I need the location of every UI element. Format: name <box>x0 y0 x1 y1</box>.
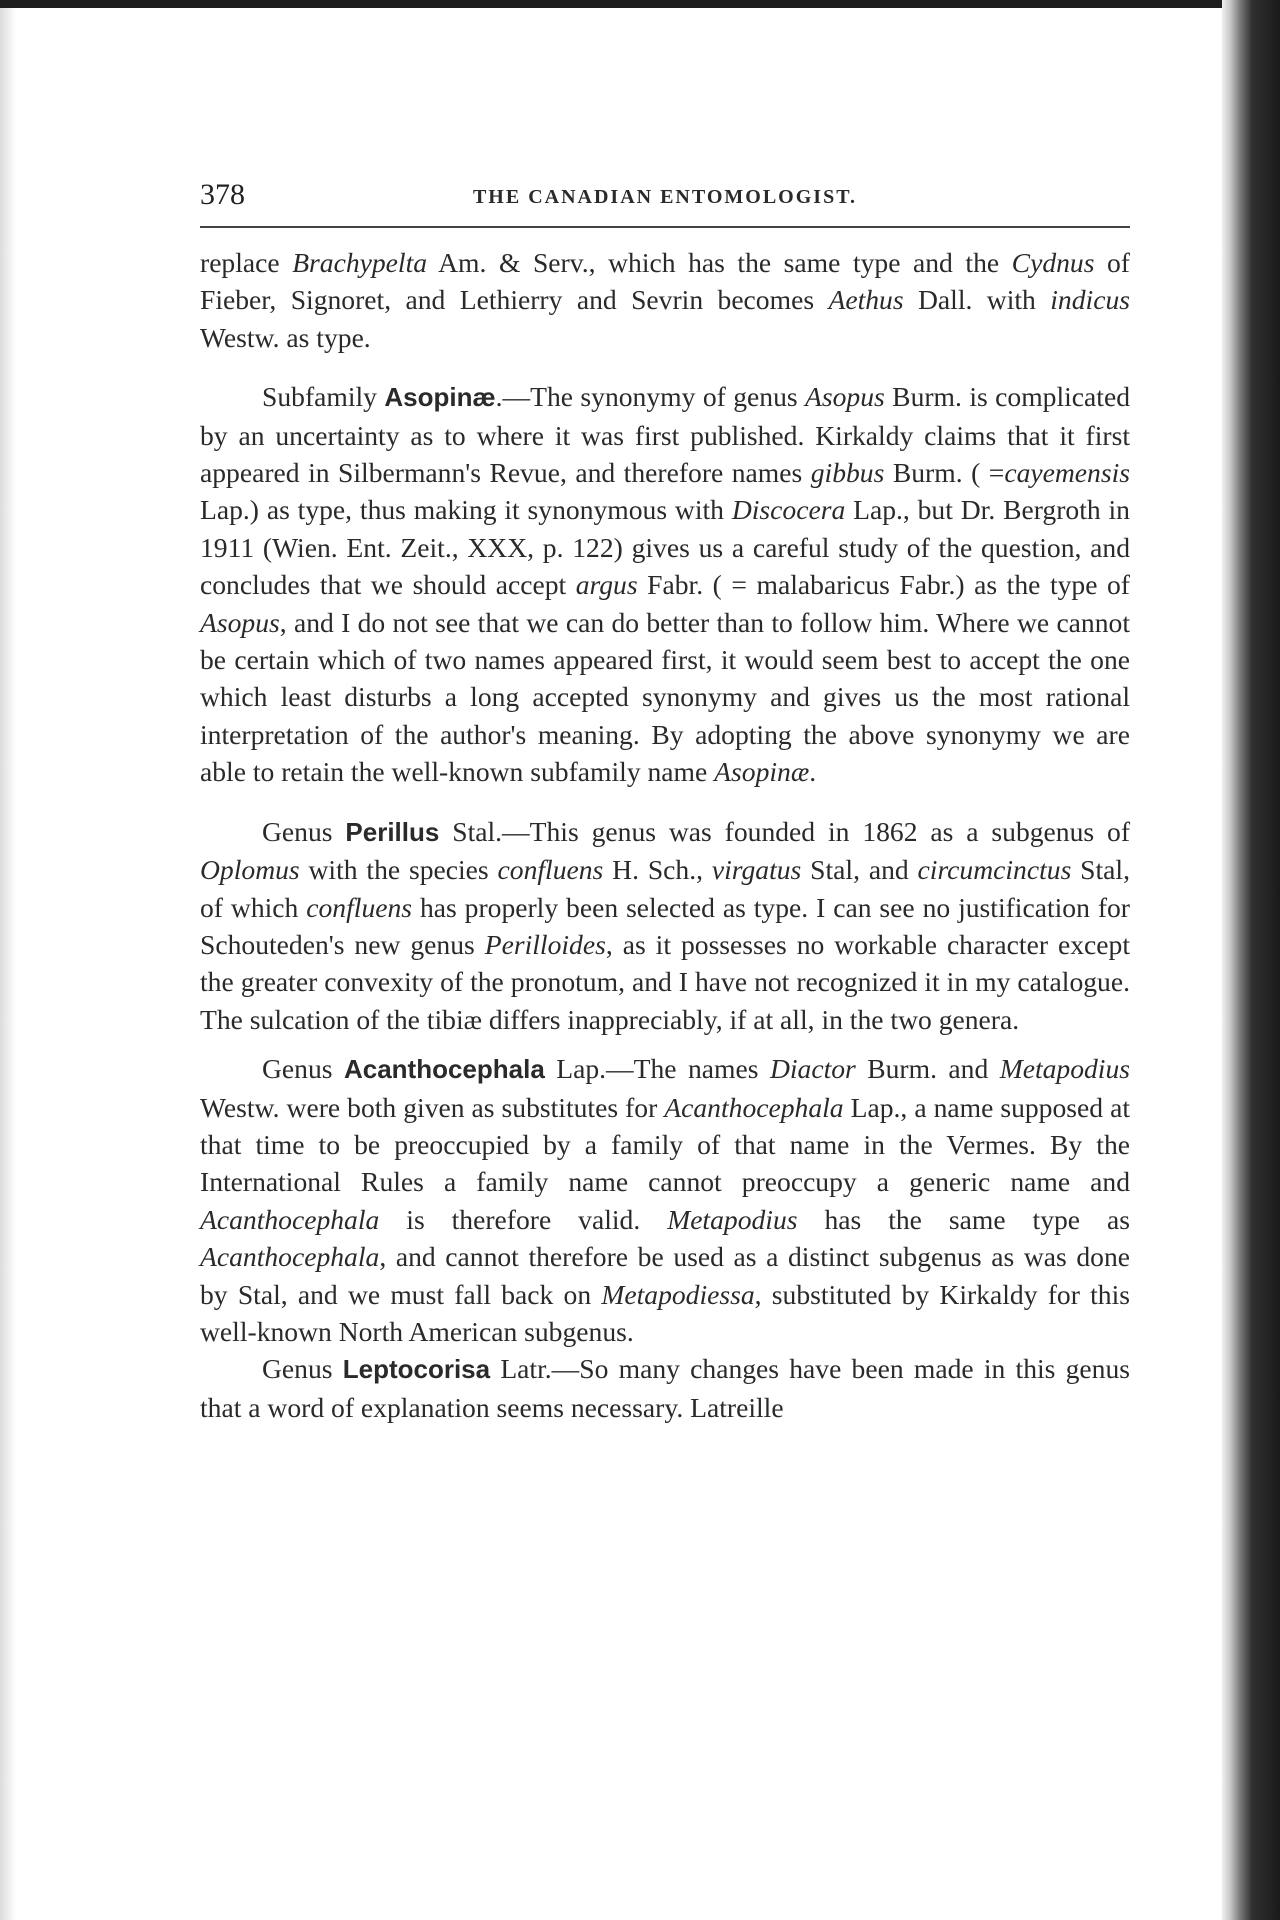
italic-name: Diactor <box>769 1053 856 1085</box>
text-run: Lap.) as type, thus making it synonymous with <box>200 494 732 526</box>
text-run: has properly been selected as type. I can see no justification for Schouteden's new genus <box>200 891 1130 960</box>
text-run: Genus <box>262 1053 344 1085</box>
text-run: Genus <box>262 1353 343 1385</box>
italic-name: Discocera <box>731 494 846 526</box>
italic-name: Cydnus <box>1011 247 1095 278</box>
text-run: has the same type as <box>797 1203 1130 1235</box>
text-run: Burm. is complicated by an uncertainty as to where it was first published. Kirkaldy claims that it first appeared in Silbermann's Revue, and therefore names <box>200 381 1130 489</box>
paragraph-asopinae <box>200 378 1130 790</box>
scan-left-margin <box>0 0 16 1920</box>
text-run: Westw. as type. <box>200 321 371 353</box>
scan-top-edge <box>0 0 1280 8</box>
italic-name: Aethus <box>828 284 904 316</box>
text-run: Dall. with <box>903 284 1051 316</box>
italic-name: Asopus <box>805 381 885 413</box>
text-run: Am. & Serv., which has the same type and the <box>427 247 1012 278</box>
text-run: . <box>809 756 817 788</box>
text-run: Fabr. ( = malabaricus Fabr.) as the type of <box>637 569 1130 601</box>
italic-name: virgatus <box>711 854 802 886</box>
scan-right-binding-shadow <box>1222 0 1280 1920</box>
italic-name: Metapodius <box>667 1203 798 1235</box>
italic-name: Asopinæ <box>714 756 810 788</box>
text-run: , and cannot therefore be used as a distinct subgenus as was done by Stal, and we must fall back on <box>200 1241 1130 1310</box>
header-rule <box>200 226 1130 228</box>
text-run: replace <box>200 247 293 278</box>
italic-name: Metapodius <box>999 1053 1131 1085</box>
paragraph-perillus <box>200 813 1130 1038</box>
italic-name: Asopus <box>200 606 280 638</box>
text-run: Lap., a name supposed at that time to be preoccupied by a family of that name in the Vermes. By the International Rules a family name cannot preoccupy a generic name and <box>200 1091 1130 1198</box>
text-run: Westw. were both given as substitutes for <box>200 1091 665 1123</box>
text-run: is therefore valid. <box>379 1203 668 1235</box>
text-run: with the species <box>299 854 498 886</box>
text-run: Subfamily <box>262 381 385 413</box>
italic-name: confluens <box>497 854 604 886</box>
italic-name: Acanthocephala <box>200 1241 380 1273</box>
italic-name: Perilloides <box>484 928 606 960</box>
text-run: Latr.—So many changes have been made in this genus that a word of explanation seems necessary. Latreille <box>200 1353 1130 1423</box>
running-head <box>200 160 1130 212</box>
text-run: Genus <box>262 815 346 847</box>
text-run: H. Sch., <box>603 854 712 886</box>
italic-name: indicus <box>1050 284 1130 316</box>
text-run: of Fieber, Signoret, and Lethierry and Sevrin becomes <box>200 247 1130 316</box>
text-run: Lap.—The names <box>544 1053 770 1085</box>
bold-taxon-name: Perillus <box>345 816 440 847</box>
text-run: Burm. and <box>855 1053 1000 1085</box>
bold-taxon-name: Asopinæ <box>384 382 496 413</box>
bold-taxon-name: Leptocorisa <box>342 1354 491 1385</box>
paragraph-brachypelta <box>200 244 1130 356</box>
italic-name: Oplomus <box>200 854 300 886</box>
bold-taxon-name: Acanthocephala <box>343 1054 545 1085</box>
italic-name: Acanthocephala <box>664 1091 844 1123</box>
text-run: Burm. ( = <box>884 457 1005 489</box>
text-run: , and I do not see that we can do better than to follow him. Where we cannot be certain which of two names appeared first, it would seem best to accept the one which least disturbs a long accepted synonymy and gives us the most rational interpretation of the author's meaning. By adopting the above synonymy we are able to retain the well-known subfamily name <box>200 606 1130 788</box>
italic-name: Brachypelta <box>292 247 428 278</box>
text-run: .—The synonymy of genus <box>495 381 806 413</box>
paragraph-leptocorisa <box>200 1350 1130 1426</box>
text-run: Stal, and <box>801 854 918 886</box>
page-number: 378 <box>200 178 245 211</box>
italic-name: Acanthocephala <box>200 1203 380 1235</box>
italic-name: Metapodiessa <box>601 1278 755 1310</box>
text-run: Stal.—This genus was founded in 1862 as a subgenus of <box>439 815 1131 847</box>
journal-title: THE CANADIAN ENTOMOLOGIST. <box>472 186 858 208</box>
italic-name: cayemensis <box>1004 457 1130 489</box>
text-run: Stal, of which <box>200 854 1130 923</box>
text-run: , as it possesses no workable character except the greater convexity of the pronotum, and I have not recognized it in my catalogue. The sulcation of the tibiæ differs inappreciably, if at all, in the two genera. <box>200 928 1130 1035</box>
paragraph-acanthocephala <box>200 1050 1130 1350</box>
text-run: , substituted by Kirkaldy for this well-known North American subgenus. <box>200 1278 1130 1347</box>
italic-name: confluens <box>306 891 413 923</box>
text-run: Lap., but Dr. Bergroth in 1911 (Wien. Ent. Zeit., XXX, p. 122) gives us a careful study of the question, and concludes that we should accept <box>200 494 1130 601</box>
book-page <box>200 160 1130 1426</box>
italic-name: argus <box>575 569 638 601</box>
italic-name: gibbus <box>810 457 885 489</box>
italic-name: circumcinctus <box>917 854 1072 886</box>
